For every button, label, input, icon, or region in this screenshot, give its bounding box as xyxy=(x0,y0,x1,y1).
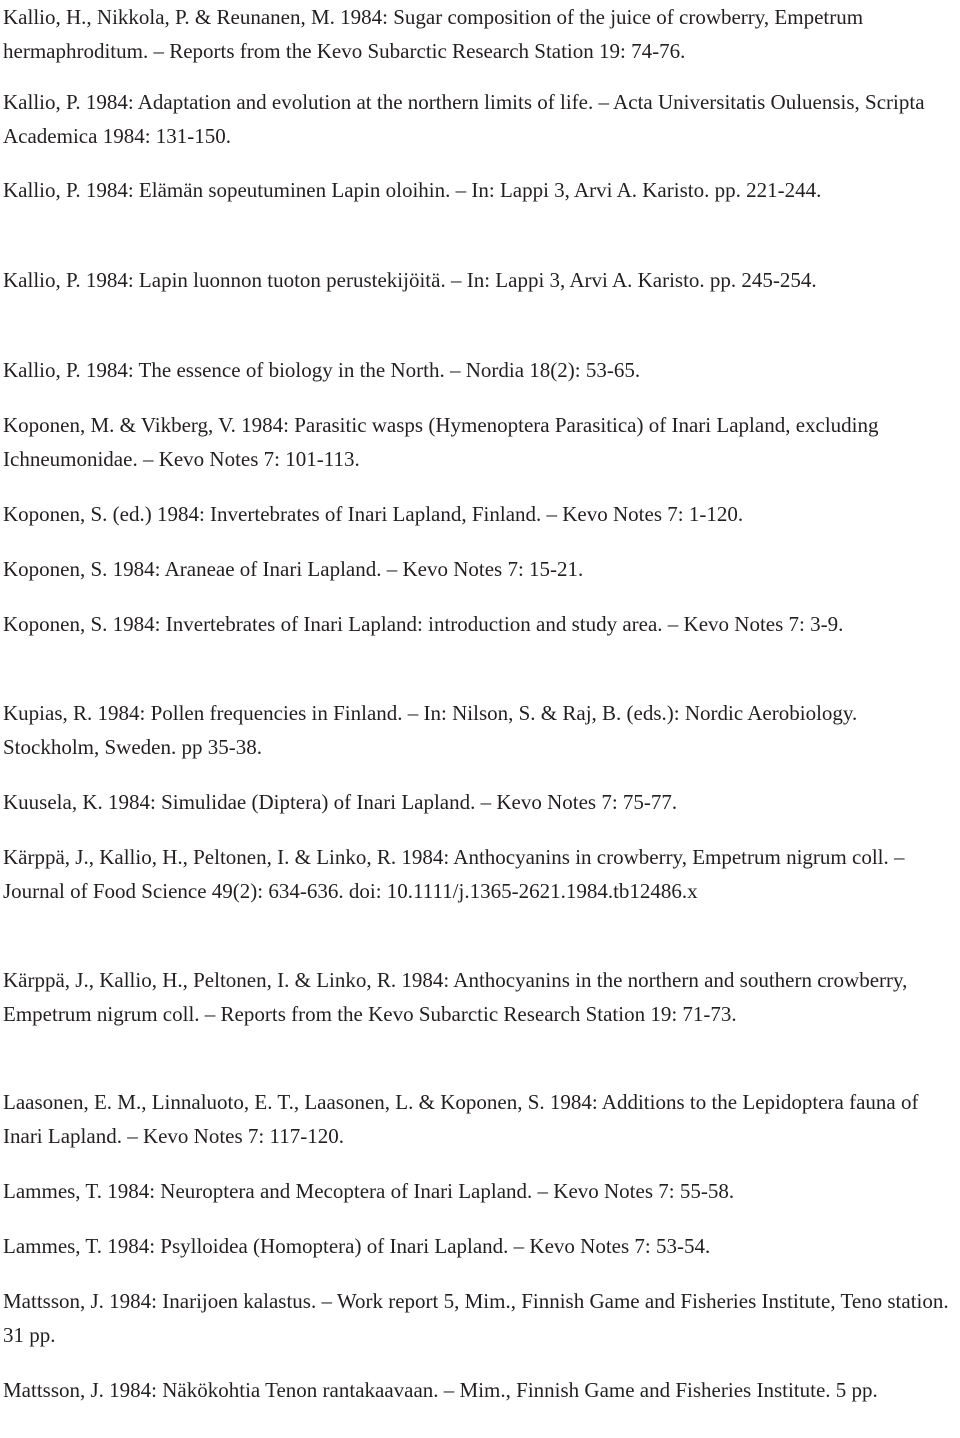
reference-entry: Koponen, S. (ed.) 1984: Invertebrates of Inari Lapland, Finland. – Kevo Notes 7: 1-120. xyxy=(3,502,744,526)
reference-entry: Kallio, P. 1984: The essence of biology in the North. – Nordia 18(2): 53-65. xyxy=(3,358,641,382)
reference-entry: Lammes, T. 1984: Psylloidea (Homoptera) of Inari Lapland. – Kevo Notes 7: 53-54. xyxy=(3,1234,711,1258)
reference-entry: Kärppä, J., Kallio, H., Peltonen, I. & Linko, R. 1984: Anthocyanins in crowberry, Empetrum nigrum coll. – Journal of Food Science 49(2): 634-636. doi: 10.1111/j.1365-2621.1984.tb12486.x xyxy=(3,845,905,903)
reference-entry: Laasonen, E. M., Linnaluoto, E. T., Laasonen, L. & Koponen, S. 1984: Additions to the Lepidoptera fauna of Inari Lapland. – Kevo Notes 7: 117-120. xyxy=(3,1090,919,1148)
reference-entry: Kallio, P. 1984: Elämän sopeutuminen Lapin oloihin. – In: Lappi 3, Arvi A. Karisto. pp. 221-244. xyxy=(3,178,822,202)
reference-entry: Kallio, P. 1984: Lapin luonnon tuoton perustekijöitä. – In: Lappi 3, Arvi A. Karisto. pp. 245-254. xyxy=(3,268,817,292)
reference-entry: Mattsson, J. 1984: Inarijoen kalastus. – Work report 5, Mim., Finnish Game and Fisheries Institute, Teno station. 31 pp. xyxy=(3,1289,949,1347)
reference-entry: Koponen, S. 1984: Araneae of Inari Lapland. – Kevo Notes 7: 15-21. xyxy=(3,557,584,581)
reference-entry: Kuusela, K. 1984: Simulidae (Diptera) of Inari Lapland. – Kevo Notes 7: 75-77. xyxy=(3,790,678,814)
reference-entry: Kupias, R. 1984: Pollen frequencies in Finland. – In: Nilson, S. & Raj, B. (eds.): Nordic Aerobiology. Stockholm, Sweden. pp 35-38. xyxy=(3,701,858,759)
reference-entry: Mattsson, J. 1984: Näkökohtia Tenon rantakaavaan. – Mim., Finnish Game and Fisheries Institute. 5 pp. xyxy=(3,1378,878,1402)
reference-entry: Koponen, S. 1984: Invertebrates of Inari Lapland: introduction and study area. – Kevo Notes 7: 3-9. xyxy=(3,612,844,636)
reference-entry: Kärppä, J., Kallio, H., Peltonen, I. & Linko, R. 1984: Anthocyanins in the northern and southern crowberry, Empetrum nigrum coll. – Reports from the Kevo Subarctic Research Station 19: 71-73. xyxy=(3,968,908,1026)
reference-entry: Lammes, T. 1984: Neuroptera and Mecoptera of Inari Lapland. – Kevo Notes 7: 55-58. xyxy=(3,1179,735,1203)
reference-entry: Kallio, P. 1984: Adaptation and evolution at the northern limits of life. – Acta Universitatis Ouluensis, Scripta Academica 1984: 131-150. xyxy=(3,90,925,148)
reference-entry: Koponen, M. & Vikberg, V. 1984: Parasitic wasps (Hymenoptera Parasitica) of Inari Lapland, excluding Ichneumonidae. – Kevo Notes 7: 101-113. xyxy=(3,413,879,471)
reference-entry: Kallio, H., Nikkola, P. & Reunanen, M. 1984: Sugar composition of the juice of crowberry, Empetrum hermaphroditum. – Reports from the Kevo Subarctic Research Station 19: 74-76. xyxy=(3,5,864,63)
